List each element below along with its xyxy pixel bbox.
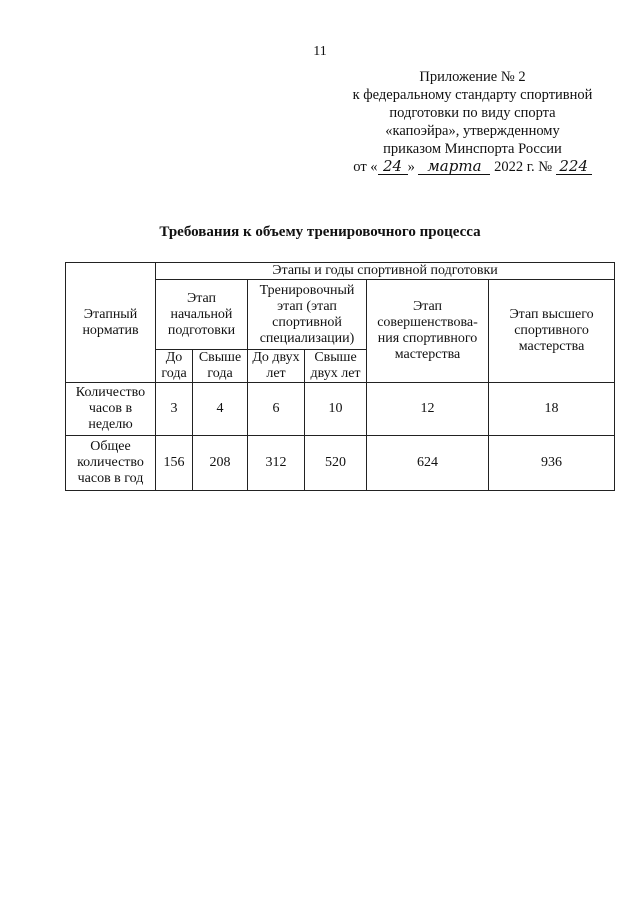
page-number: 11	[313, 44, 327, 59]
table-cell: 10	[305, 383, 367, 436]
table-cell: 6	[248, 383, 305, 436]
stage-header: Этап начальной подготовки	[156, 280, 248, 350]
table-cell: 520	[305, 436, 367, 491]
requirements-table	[65, 262, 615, 491]
stage-header: Этап высшего спортивного мастерства	[489, 280, 615, 383]
row-label: Количество часов в неделю	[66, 383, 156, 436]
table-cell: 3	[156, 383, 193, 436]
appendix-line: к федеральному стандарту спортивной	[352, 87, 593, 103]
table-cell: 4	[193, 383, 248, 436]
date-mid: »	[407, 159, 415, 175]
appendix-line: «капоэйра», утвержденному	[385, 123, 560, 139]
table-row	[66, 383, 615, 436]
table-cell: 624	[367, 436, 489, 491]
table-cell: 208	[193, 436, 248, 491]
appendix-line: подготовки по виду спорта	[389, 105, 556, 121]
table-row	[66, 436, 615, 491]
order-date-line	[330, 158, 615, 176]
table-cell: 18	[489, 383, 615, 436]
order-number: 224	[556, 158, 592, 175]
appendix-line: приказом Минспорта России	[383, 141, 562, 157]
sub-column-header: До года	[156, 350, 193, 383]
date-prefix: от «	[353, 159, 378, 175]
stage-header: Этап совершенствова-ния спортивного мастерства	[367, 280, 489, 383]
table-cell: 156	[156, 436, 193, 491]
table-cell: 936	[489, 436, 615, 491]
stages-group-header: Этапы и годы спортивной подготовки	[156, 263, 615, 280]
stage-header: Тренировочный этап (этап спортивной специализации)	[248, 280, 367, 350]
appendix-title: Приложение № 2	[419, 69, 526, 85]
date-month: марта	[418, 158, 490, 175]
document-title: Требования к объему тренировочного процесса	[159, 224, 481, 240]
sub-column-header: Свыше двух лет	[305, 350, 367, 383]
table-cell: 12	[367, 383, 489, 436]
appendix-header	[330, 68, 615, 176]
row-header-cell: Этапный норматив	[66, 263, 156, 383]
sub-column-header: До двух лет	[248, 350, 305, 383]
table-cell: 312	[248, 436, 305, 491]
date-day: 24	[378, 158, 408, 175]
row-label: Общее количество часов в год	[66, 436, 156, 491]
sub-column-header: Свыше года	[193, 350, 248, 383]
date-year: 2022 г. №	[494, 159, 553, 175]
